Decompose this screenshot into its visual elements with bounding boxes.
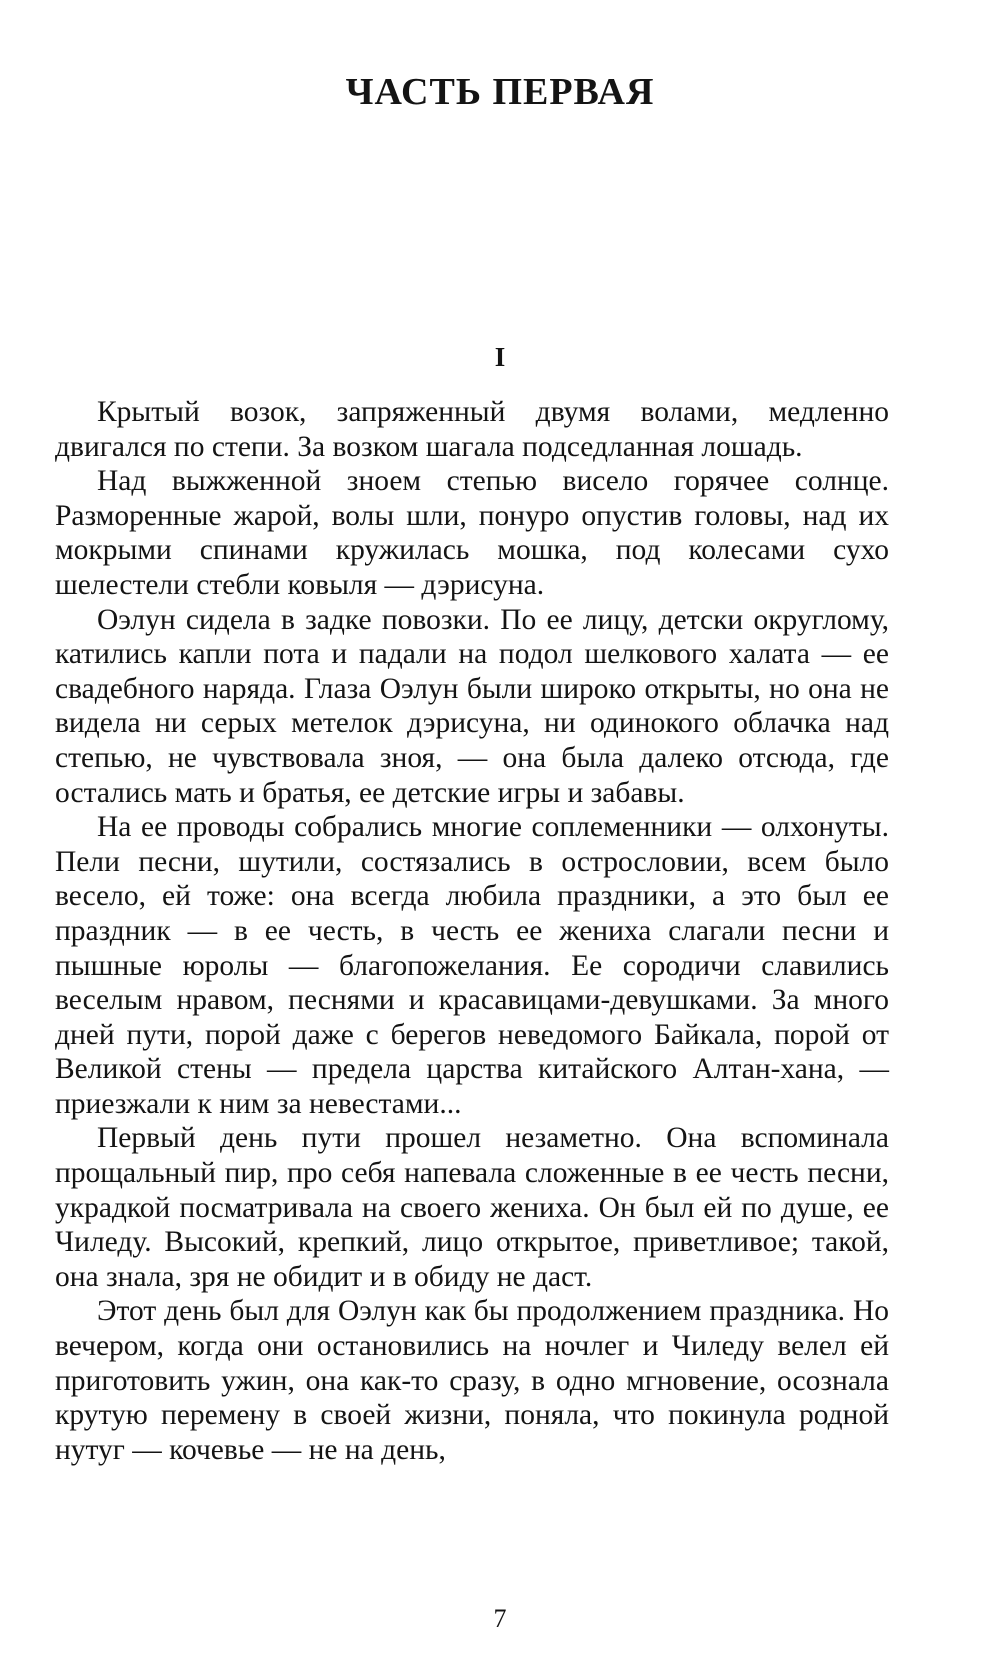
paragraph: Этот день был для Оэлун как бы продолжением праздника. Но вечером, когда они остановились на ночлег и Чиледу велел ей приготовить ужин, она как-то сразу, в одно мгновение, осознала крутую перемену в своей жизни, поняла, что покинула родной нутуг — кочевье — не на день, <box>55 1295 889 1466</box>
paragraph: Над выжженной зноем степью висело горячее солнце. Разморенные жарой, волы шли, понуро опустив головы, над их мокрыми спинами кружилась мошка, под колесами сухо шелестели стебли ковыля — дэрисуна. <box>55 465 889 601</box>
paragraph: Оэлун сидела в задке повозки. По ее лицу, детски округлому, катились капли пота и падали на подол шелкового халата — ее свадебного наряда. Глаза Оэлун были широко открыты, но она не видела ни серых метелок дэрисуна, ни одинокого облачка над степью, не чувствовала зноя, — она была далеко отсюда, где остались мать и братья, ее детские игры и забавы. <box>55 603 889 809</box>
paragraph: На ее проводы собрались многие соплеменники — олхонуты. Пели песни, шутили, состязались в острословии, всем было весело, ей тоже: она всегда любила праздники, а это был ее праздник — в ее честь, в честь ее жениха слагали песни и пышные юролы — благопожелания. Ее сородичи славились веселым нравом, песнями и красавицами-девушками. За много дней пути, порой даже с берегов неведомого Байкала, порой от Великой стены — предела царства китайского Алтан-хана, — приезжали к ним за невестами... <box>55 811 889 1120</box>
body-text <box>55 395 889 1467</box>
chapter-number: I <box>494 342 506 372</box>
paragraph: Крытый возок, запряженный двумя волами, медленно двигался по степи. За возком шагала подседланная лошадь. <box>55 396 889 463</box>
page-number: 7 <box>493 1604 507 1633</box>
paragraph: Первый день пути прошел незаметно. Она вспоминала прощальный пир, про себя напевала сложенные в ее честь песни, украдкой посматривала на своего жениха. Он был ей по душе, ее Чиледу. Высокий, крепкий, лицо открытое, приветливое; такой, она знала, зря не обидит и в обиду не даст. <box>55 1122 889 1293</box>
part-title: ЧАСТЬ ПЕРВАЯ <box>345 71 655 113</box>
